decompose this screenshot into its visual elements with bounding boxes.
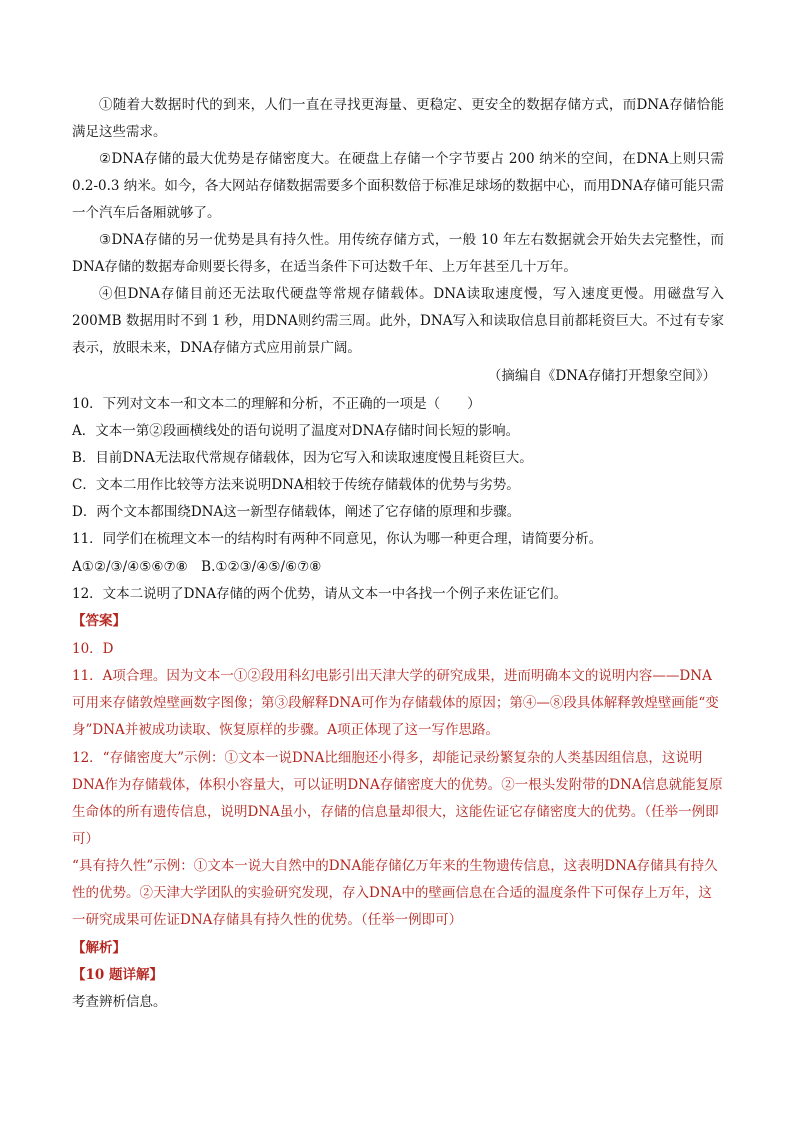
question-11: 11．同学们在梳理文本一的结构时有两种不同意见，你认为哪一种更合理，请简要分析。 xyxy=(72,531,603,547)
answer-11: 11．A项合理。因为文本一①②段用科幻电影引出天津大学的研究成果，进而明确本文的说明内容——DNA可用来存储敦煌壁画数字图像；第③段解释DNA可作为存储载体的原因；第④—⑧段具体解释敦煌壁画能“变身”DNA并被成功读取、恢复原样的步骤。A项正体现了这一写作思路。 xyxy=(72,668,719,738)
question-10-option-b: B．目前DNA无法取代常规存储载体，因为它写入和读取速度慢且耗资巨大。 xyxy=(72,450,533,466)
answer-12-density: 12．“存储密度大”示例：①文本一说DNA比细胞还小得多，却能记录纷繁复杂的人类基因组信息，这说明DNA作为存储载体，体积小容量大，可以证明DNA存储密度大的优势。②一根头发附带的DNA信息就能复原生命体的所有遗传信息，说明DNA虽小，存储的信息量却很大，这能佐证它存储密度大的优势。（任举一例即可） xyxy=(72,750,723,847)
text2-paragraph-2: ②DNA存储的最大优势是存储密度大。在硬盘上存储一个字节要占 200 纳米的空间，在DNA上则只需 0.2-0.3 纳米。如今，各大网站存储数据需要多个面积数倍于标准足球场的数据中心，而用DNA存储可能只需一个汽车后备厢就够了。 xyxy=(72,151,724,221)
question-10-option-c: C．文本二用作比较等方法来说明DNA相较于传统存储载体的优势与劣势。 xyxy=(72,477,520,493)
analysis-q10-text: 考查辨析信息。 xyxy=(72,994,167,1010)
analysis-q10-heading: 【10 题详解】 xyxy=(72,967,163,983)
question-10: 10．下列对文本一和文本二的理解和分析，不正确的一项是（ ） xyxy=(72,396,481,412)
text2-paragraph-1: ①随着大数据时代的到来，人们一直在寻找更海量、更稳定、更安全的数据存储方式，而DNA存储恰能满足这些需求。 xyxy=(72,97,724,140)
text2-source: （摘编自《DNA存储打开想象空间》） xyxy=(487,368,716,384)
answer-10: 10．D xyxy=(72,641,114,657)
text2-paragraph-3: ③DNA存储的另一优势是具有持久性。用传统存储方式，一般 10 年左右数据就会开始失去完整性，而DNA存储的数据寿命则要长得多，在适当条件下可达数千年、上万年甚至几十万年。 xyxy=(72,232,724,275)
answer-heading: 【答案】 xyxy=(72,613,126,629)
question-10-option-a: A．文本一第②段画横线处的语句说明了温度对DNA存储时间长短的影响。 xyxy=(72,423,520,439)
question-11-options: A①②/③/④⑤⑥⑦⑧ B.①②③/④⑤/⑥⑦⑧ xyxy=(72,559,322,575)
question-10-option-d: D．两个文本都围绕DNA这一新型存储载体，阐述了它存储的原理和步骤。 xyxy=(72,504,521,520)
question-12: 12．文本二说明了DNA存储的两个优势，请从文本一中各找一个例子来佐证它们。 xyxy=(72,586,568,602)
answer-12-durability: “具有持久性”示例：①文本一说大自然中的DNA能存储亿万年来的生物遗传信息，这表明DNA存储具有持久性的优势。②天津大学团队的实验研究发现，存入DNA中的壁画信息在合适的温度条件下可保存上万年，这一研究成果可佐证DNA存储具有持久性的优势。（任举一例即可） xyxy=(72,858,718,928)
analysis-heading: 【解析】 xyxy=(72,940,126,956)
text2-paragraph-4: ④但DNA存储目前还无法取代硬盘等常规存储载体。DNA读取速度慢，写入速度更慢。用磁盘写入 200MB 数据用时不到 1 秒，用DNA则约需三周。此外，DNA写入和读取信息目前都耗资巨大。不过有专家表示，放眼未来，DNA存储方式应用前景广阔。 xyxy=(72,286,724,356)
